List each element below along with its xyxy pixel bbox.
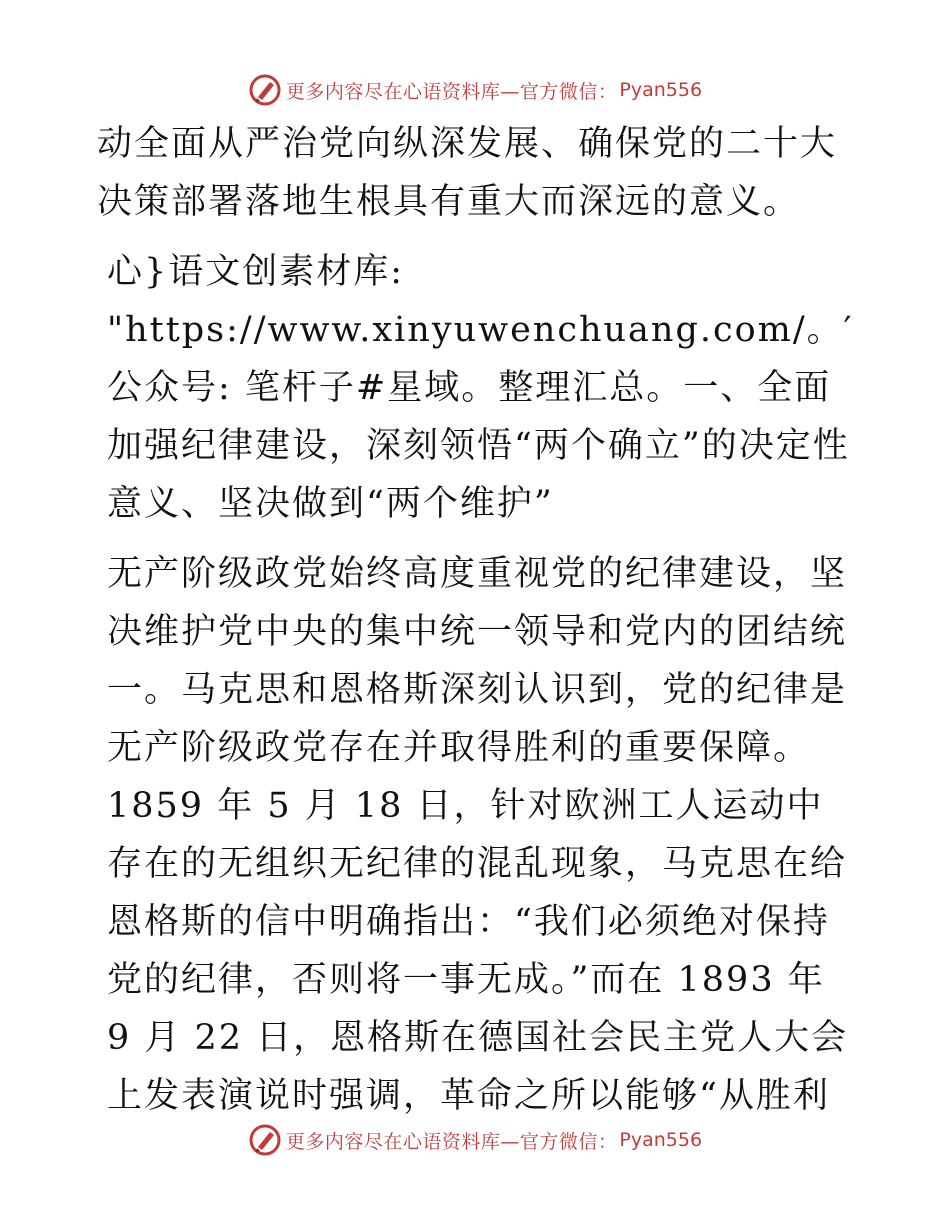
watermark-wechat-id: Pyan556 <box>619 79 703 101</box>
paragraph-3: 无产阶级政党始终高度重视党的纪律建设，坚决维护党中央的集中统一领导和党内的团结统一。马克思和恩格斯深刻认识到，党的纪律是无产阶级政党存在并取得胜利的重要保障。1859 年 5 月 18 日，针对欧洲工人运动中存在的无组织无纪律的混乱现象，马克思在给恩格斯的信中明确指出：“我们必须绝对保持党的纪律，否则将一事无成。”而在 1893 年 9 月 22 日，恩格斯在德国社会民主党人大会上发表演说时强调，革命之所以能够“从胜利 <box>107 554 849 1116</box>
watermark-text: 更多内容尽在心语资料库—官方微信： <box>285 80 618 103</box>
watermark-wechat-id: Pyan556 <box>619 1129 703 1151</box>
paragraph-2: 心}语文创素材库: "https://www.xinyuwenchuang.com/。′公众号: 笔杆子#星域。整理汇总。一、全面加强纪律建设，深刻领悟“两个确立”的决定性意义、坚决做到“两个维护” <box>107 252 854 524</box>
pen-nib-logo-icon <box>248 1123 282 1157</box>
watermark-text: 更多内容尽在心语资料库—官方微信： <box>285 1130 618 1153</box>
document-body <box>97 115 857 1125</box>
pen-nib-logo-icon <box>248 73 282 107</box>
header-watermark <box>0 70 950 110</box>
paragraph-1: 动全面从严治党向纵深发展、确保党的二十大决策部署落地生根具有重大而深远的意义。 <box>97 124 838 222</box>
footer-watermark <box>0 1120 950 1160</box>
